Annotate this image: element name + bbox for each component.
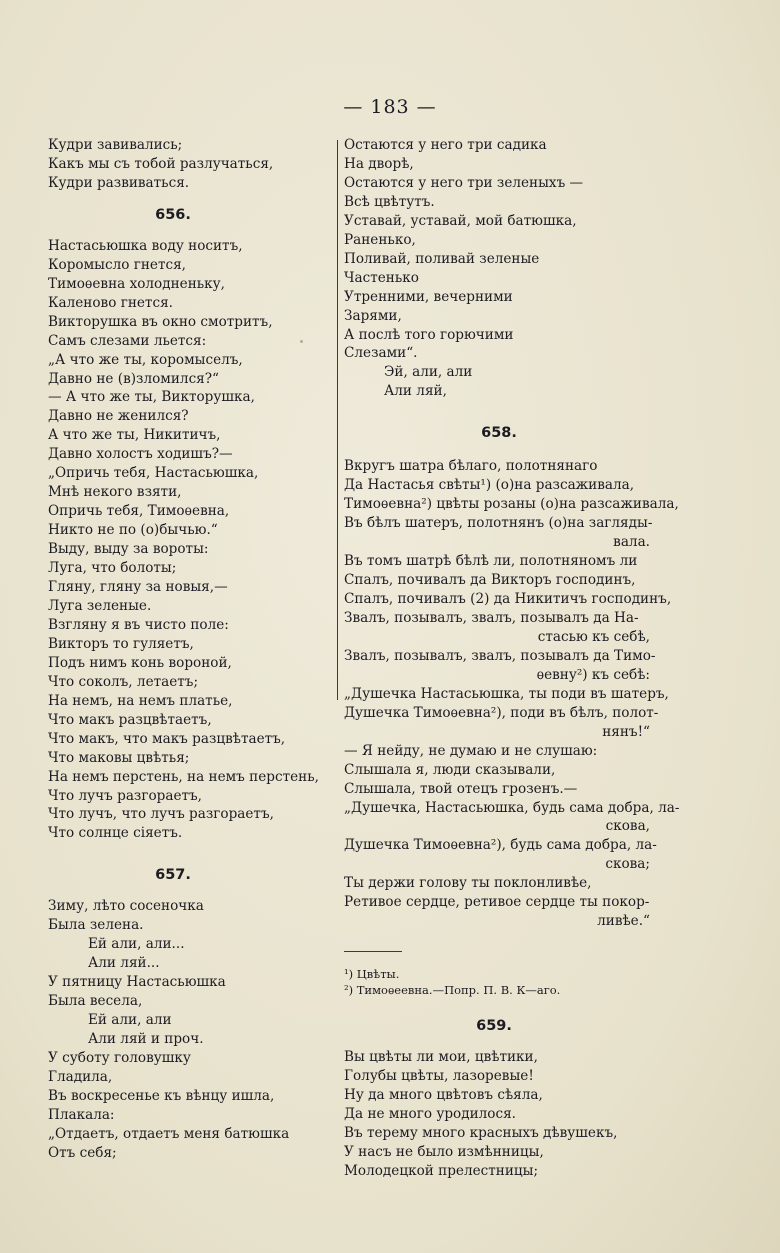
song-655-ending: [48, 136, 328, 193]
footnote-2: ²) Тимоѳеевна.—Попр. П. В. К—аго.: [344, 983, 561, 998]
verse-line: Эй, али, али: [384, 364, 473, 381]
verse-line: Утренними, вечерними: [344, 288, 513, 305]
song-number-657: 657.: [155, 867, 191, 884]
song-658-text: [344, 457, 680, 931]
verse-line: Поливай, поливай зеленые: [344, 250, 540, 267]
verse-line: Тимоѳевна холодненьку,: [48, 275, 225, 292]
verse-line: Всѣ цвѣтутъ.: [344, 193, 435, 210]
verse-line: Али ляй и проч.: [88, 1031, 204, 1048]
verse-line: Ей али, али: [88, 1012, 172, 1029]
verse-line: Вкругъ шатра бѣлаго, полотнянаго: [344, 458, 598, 475]
verse-line: Тимоѳевна²) цвѣты розаны (о)на разсаживала,: [344, 496, 679, 513]
verse-line: А что же ты, Никитичъ,: [48, 427, 221, 444]
verse-line: Душечка Тимоѳевна²), поди въ бѣлъ, полот-: [344, 704, 659, 721]
verse-line: — Я нейду, не думаю и не слушаю:: [344, 742, 598, 759]
verse-line: Звалъ, позывалъ, звалъ, позывалъ да На-: [344, 609, 639, 626]
verse-line: Мнѣ некого взяти,: [48, 484, 182, 501]
verse-line: Ей али, али...: [88, 936, 185, 953]
verse-line: Ретивое сердце, ретивое сердце ты покор-: [344, 894, 650, 911]
verse-line: У насъ не было измѣнницы,: [344, 1143, 544, 1160]
verse-line: Викторъ то гуляетъ,: [48, 635, 194, 652]
verse-line: Самъ слезами льется:: [48, 332, 207, 349]
verse-line: Спалъ, почивалъ да Викторъ господинъ,: [344, 572, 636, 589]
verse-line: Уставай, уставай, мой батюшка,: [344, 212, 577, 229]
verse-line: Гляну, гляну за новыя,—: [48, 579, 228, 596]
verse-line: На немъ перстень, на немъ перстень,: [48, 768, 319, 785]
verse-line: Въ бѣлъ шатеръ, полотнянъ (о)на загляды-: [344, 515, 653, 532]
verse-line: Частенько: [344, 269, 419, 286]
verse-line: Была весела,: [48, 993, 143, 1010]
verse-line: — А что же ты, Викторушка,: [48, 389, 255, 406]
verse-line: Да Настасья свѣты¹) (о)на разсаживала,: [344, 477, 635, 494]
verse-line: Да не много уродилося.: [344, 1106, 516, 1123]
verse-line: Молодецкой прелестницы;: [344, 1162, 539, 1179]
verse-line: Слышала, твой отецъ грозенъ.—: [344, 780, 578, 797]
verse-line: Настасьюшка воду носитъ,: [48, 237, 243, 254]
verse-line: Плакала:: [48, 1106, 115, 1123]
verse-line: Какъ мы съ тобой разлучаться,: [48, 155, 274, 172]
verse-line: Что солнце сіяетъ.: [48, 825, 183, 842]
verse-line: Слезами“.: [344, 345, 418, 362]
verse-line: Въ воскресенье къ вѣнцу ишла,: [48, 1087, 275, 1104]
verse-line: Кудри завивались;: [48, 137, 183, 153]
verse-line: ливѣе.“: [597, 913, 650, 930]
verse-line: Остаются у него три зеленыхъ —: [344, 174, 584, 191]
song-656-text: [48, 237, 328, 844]
column-divider: [337, 140, 338, 700]
song-number-656: 656.: [155, 206, 191, 223]
verse-line: Душечка Тимоѳевна²), будь сама добра, ла-: [344, 837, 657, 854]
song-659-text: [344, 1048, 654, 1181]
verse-line: Луга, что болоты;: [48, 560, 177, 577]
verse-line: Отъ себя;: [48, 1144, 117, 1161]
verse-line: Али ляй,: [384, 383, 447, 400]
left-column: [48, 136, 328, 1163]
verse-line: „Опричь тебя, Настасьюшка,: [48, 465, 259, 482]
verse-line: Была зелена.: [48, 917, 144, 934]
verse-line: Что маковы цвѣтья;: [48, 749, 190, 766]
verse-line: Луга зеленые.: [48, 597, 152, 614]
verse-line: Что макъ, что макъ разцвѣтаетъ,: [48, 730, 286, 747]
verse-line: Никто не по (о)бычью.“: [48, 522, 218, 539]
verse-line: У пятницу Настасьюшка: [48, 974, 226, 991]
verse-line: стасью къ себѣ,: [537, 628, 650, 645]
verse-line: Раненько,: [344, 231, 416, 248]
verse-line: Кудри развиваться.: [48, 174, 190, 191]
song-657-continuation: [344, 136, 654, 401]
verse-line: Выду, выду за вороты:: [48, 541, 209, 558]
page-number: — 183 —: [343, 96, 437, 118]
footnote-rule: [344, 951, 402, 952]
verse-line: Давно не (в)зломился?“: [48, 370, 219, 387]
verse-line: Давно холостъ ходишъ?—: [48, 446, 233, 463]
verse-line: „А что же ты, коромыселъ,: [48, 351, 243, 368]
verse-line: „Душечка Настасьюшка, ты поди въ шатеръ,: [344, 685, 669, 702]
verse-line: На немъ, на немъ платье,: [48, 692, 233, 709]
song-number-658: 658.: [481, 425, 517, 442]
verse-line: Что соколъ, летаетъ;: [48, 673, 199, 690]
verse-line: Взгляну я въ чисто поле:: [48, 616, 229, 633]
verse-line: Опричь тебя, Тимоѳевна,: [48, 503, 230, 520]
verse-line: Звалъ, позывалъ, звалъ, позывалъ да Тимо-: [344, 647, 656, 664]
verse-line: нянъ!“: [602, 723, 650, 740]
verse-line: Гладила,: [48, 1068, 113, 1085]
verse-line: Въ томъ шатрѣ бѣлѣ ли, полотняномъ ли: [344, 553, 638, 570]
verse-line: Давно не женился?: [48, 408, 189, 425]
verse-line: „Душечка, Настасьюшка, будь сама добра, ла-: [344, 799, 680, 816]
song-657-text: [48, 897, 328, 1162]
verse-line: Коромысло гнется,: [48, 256, 186, 273]
verse-line: вала.: [613, 534, 650, 551]
verse-line: Голубы цвѣты, лазоревые!: [344, 1068, 534, 1085]
verse-line: А послѣ того горючими: [344, 326, 514, 343]
verse-line: Спалъ, почивалъ (2) да Никитичъ господинъ,: [344, 591, 672, 608]
verse-line: Ты держи голову ты поклонливѣе,: [344, 875, 592, 892]
footnote-1: ¹) Цвѣты.: [344, 967, 400, 982]
verse-line: Въ терему много красныхъ дѣвушекъ,: [344, 1124, 618, 1141]
verse-line: Подъ нимъ конь вороной,: [48, 654, 232, 671]
verse-line: У суботу головушку: [48, 1049, 191, 1066]
verse-line: Али ляй...: [88, 955, 160, 972]
verse-line: скова;: [605, 856, 650, 873]
verse-line: ѳевну²) къ себѣ:: [536, 666, 650, 683]
song-number-659: 659.: [476, 1018, 512, 1035]
verse-line: Что лучъ разгораетъ,: [48, 787, 202, 804]
verse-line: Викторушка въ окно смотритъ,: [48, 313, 273, 330]
right-column: [344, 136, 680, 1181]
verse-line: скова,: [605, 818, 650, 835]
verse-line: Что макъ разцвѣтаетъ,: [48, 711, 212, 728]
verse-line: Остаются у него три садика: [344, 137, 547, 153]
verse-line: Каленово гнется.: [48, 294, 173, 311]
verse-line: Вы цвѣты ли мои, цвѣтики,: [344, 1049, 538, 1066]
verse-line: Слышала я, люди сказывали,: [344, 761, 556, 778]
verse-line: Зиму, лѣто сосеночка: [48, 898, 204, 915]
verse-line: Что лучъ, что лучъ разгораетъ,: [48, 806, 274, 823]
verse-line: „Отдаетъ, отдаетъ меня батюшка: [48, 1125, 290, 1142]
verse-line: На дворѣ,: [344, 155, 414, 172]
verse-line: Ну да много цвѣтовъ сѣяла,: [344, 1087, 543, 1104]
verse-line: Зарями,: [344, 307, 402, 324]
